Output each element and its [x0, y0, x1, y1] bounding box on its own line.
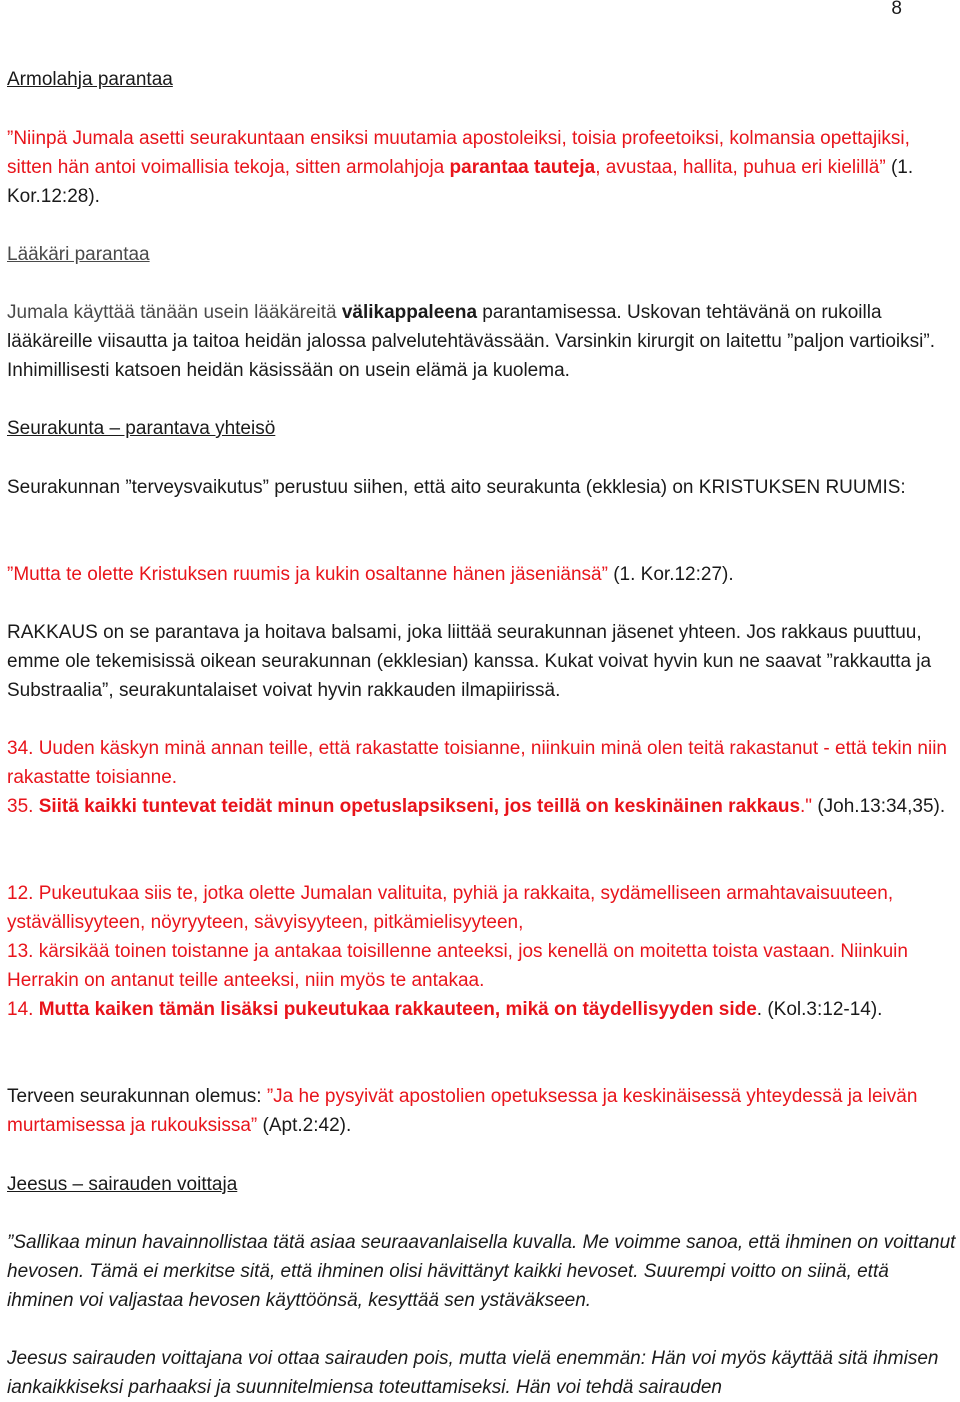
- paragraph-text-end: parantamisessa. Uskovan tehtävänä on rukoilla lääkäreille viisautta ja taitoa heidän jalossa palvelutehtävässään. Varsinkin kirurgit on laitettu ”paljon vartioiksi”. Inhimillisesti katsoen heidän käsissään on usein elämä ja kuolema.: [7, 302, 935, 381]
- quote-text: ”Niinpä Jumala asetti seurakuntaan ensiksi muutamia apostoleiksi, toisia profeetoiksi, kolmansia opettajiksi, sitten hän antoi voimallisia tekoja, sitten armolahjoja: [7, 128, 910, 178]
- paragraph-laakari: [7, 298, 957, 385]
- paragraph-rakkaus: RAKKAUS on se parantava ja hoitava balsami, joka liittää seurakunnan jäsenet yhteen. Jos rakkaus puuttuu, emme ole tekemisissä oikean seurakunnan (ekklesian) kanssa. Kukat voivat hyvin kun ne saavat ”rakkautta ja Substraalia”, seurakuntalaiset voivat hyvin rakkauden ilmapiirissä.: [7, 622, 932, 701]
- quote-reference: (Joh.13:34,35).: [812, 796, 946, 817]
- page-number: 8: [891, 0, 902, 19]
- verse-13: 13. kärsikää toinen toistanne ja antakaa toisillenne anteeksi, jos kenellä on moitetta toista vastaan. Niinkuin Herrakin on antanut teille anteeksi, niin myös te antakaa.: [7, 941, 908, 991]
- heading-armolahja: Armolahja parantaa: [7, 69, 173, 90]
- paragraph-italic-1: ”Sallikaa minun havainnollistaa tätä asiaa seuraavanlaisella kuvalla. Me voimme sanoa, että ihminen on voittanut hevosen. Tämä ei merkitse sitä, että ihminen olisi hävittänyt kaikki hevoset. Suurempi voitto on siinä, että ihminen voi valjastaa hevosen käyttöönsä, kesyttää sen ystäväkseen.: [7, 1232, 956, 1311]
- heading-seurakunta: Seurakunta – parantava yhteisö: [7, 418, 276, 439]
- paragraph-lead: Terveen seurakunnan olemus:: [7, 1086, 267, 1107]
- quote-1kor-12-27: [7, 560, 957, 589]
- quote-text-end: , avustaa, hallita, puhua eri kielillä”: [595, 157, 886, 178]
- heading-jeesus: Jeesus – sairauden voittaja: [7, 1174, 238, 1195]
- paragraph-terveysvaikutus: Seurakunnan ”terveysvaikutus” perustuu siihen, että aito seurakunta (ekklesia) on KRISTUKSEN RUUMIS:: [7, 477, 906, 498]
- quote-reference: (Kol.3:12-14).: [762, 999, 883, 1020]
- paragraph-text: Jumala käyttää tänään usein lääkäreitä: [7, 302, 342, 323]
- verse-35-text: Siitä kaikki tuntevat teidät minun opetuslapsikseni, jos teillä on keskinäinen rakkaus: [38, 796, 801, 817]
- paragraph-italic-2: Jeesus sairauden voittajana voi ottaa sairauden pois, mutta vielä enemmän: Hän voi myös käyttää sitä ihmisen iankaikkiseksi parhaaksi ja suunnitelmiensa toteuttamiseksi. Hän voi tehdä sairauden: [7, 1348, 939, 1398]
- verse-34: 34. Uuden käskyn minä annan teille, että rakastatte toisianne, niinkuin minä olen teitä rakastanut - että tekin niin rakastatte toisianne.: [7, 738, 947, 788]
- heading-laakari: Lääkäri parantaa: [7, 244, 150, 265]
- quote-1kor-12-28: [7, 124, 957, 211]
- verse-14-text: Mutta kaiken tämän lisäksi pukeutukaa rakkauteen, mikä on täydellisyyden side: [38, 999, 757, 1020]
- verse-14-end: .: [756, 999, 763, 1020]
- quote-text: ”Ja he pysyivät apostolien opetuksessa ja keskinäisessä yhteydessä ja leivän murtamisessa ja rukouksissa”: [7, 1086, 918, 1136]
- verse-35-end: .": [800, 796, 813, 817]
- verse-12: 12. Pukeutukaa siis te, jotka olette Jumalan valituita, pyhiä ja rakkaita, sydämelliseen armahtavaisuuteen, ystävällisyyteen, nöyryyteen, sävyisyyteen, pitkämielisyyteen,: [7, 883, 894, 933]
- quote-reference: (1. Kor.12:28).: [7, 157, 914, 207]
- quote-emphasis: parantaa tauteja: [449, 157, 596, 178]
- paragraph-emphasis: välikappaleena: [341, 302, 478, 323]
- verse-35-number: 35.: [7, 796, 39, 817]
- quote-reference: (1. Kor.12:27).: [607, 564, 734, 585]
- verse-14-number: 14.: [7, 999, 39, 1020]
- quote-john-13: [7, 734, 957, 821]
- quote-reference: (Apt.2:42).: [257, 1115, 352, 1136]
- quote-text: ”Mutta te olette Kristuksen ruumis ja kukin osaltanne hänen jäseniänsä”: [7, 564, 608, 585]
- quote-col-3: [7, 879, 957, 1024]
- paragraph-acts: [7, 1082, 957, 1140]
